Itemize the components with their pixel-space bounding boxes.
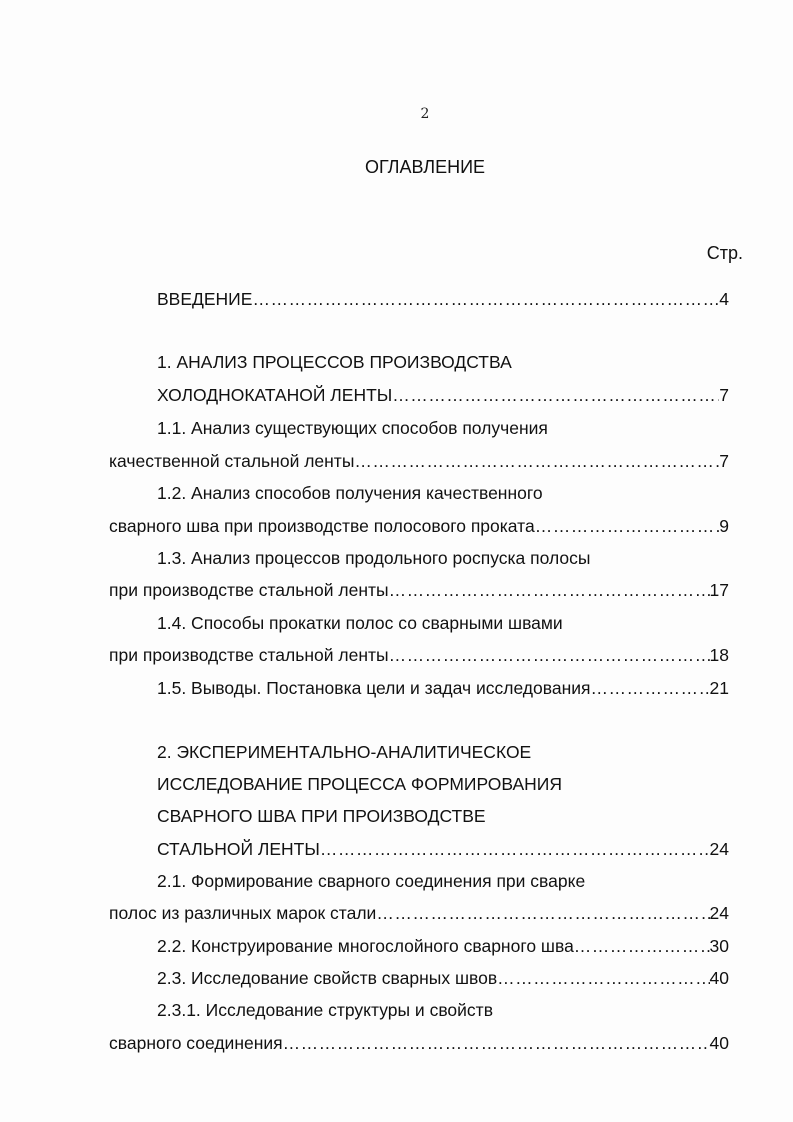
toc-leader-dots bbox=[497, 967, 709, 989]
toc-entry-s1-3[interactable] bbox=[109, 579, 729, 601]
toc-section-1-1-line1[interactable]: 1.1. Анализ существующих способов получения bbox=[157, 418, 548, 438]
toc-section-2-1-line1[interactable]: 2.1. Формирование сварного соединения при сварке bbox=[157, 871, 586, 891]
toc-page-ref: 24 bbox=[709, 903, 729, 923]
toc-entry-s2-3-1[interactable] bbox=[109, 1032, 729, 1054]
toc-page-ref: 7 bbox=[719, 451, 729, 471]
toc-section-1-2-line1[interactable]: 1.2. Анализ способов получения качественного bbox=[157, 483, 543, 503]
page-number: 2 bbox=[420, 106, 430, 122]
toc-leader-dots bbox=[574, 935, 710, 957]
toc-section-1-3-line1[interactable]: 1.3. Анализ процессов продольного роспуска полосы bbox=[157, 548, 591, 568]
toc-entry-s2-1[interactable] bbox=[109, 902, 729, 924]
toc-entry-text: 2.3. Исследование свойств сварных швов bbox=[157, 968, 498, 988]
toc-page-ref: 9 bbox=[719, 516, 729, 536]
toc-leader-dots bbox=[591, 677, 710, 699]
toc-entry-intro[interactable] bbox=[157, 288, 729, 310]
toc-entry-text: СТАЛЬНОЙ ЛЕНТЫ bbox=[157, 839, 320, 859]
toc-page-ref: 24 bbox=[709, 839, 729, 859]
toc-entry-s2[interactable] bbox=[157, 838, 729, 860]
page-title: ОГЛАВЛЕНИЕ bbox=[364, 157, 486, 177]
toc-section-2-line2[interactable]: ИССЛЕДОВАНИЕ ПРОЦЕССА ФОРМИРОВАНИЯ bbox=[157, 774, 562, 794]
toc-entry-text: ХОЛОДНОКАТАНОЙ ЛЕНТЫ bbox=[157, 385, 393, 405]
toc-page-ref: 17 bbox=[709, 580, 729, 600]
toc-leader-dots bbox=[535, 515, 720, 537]
toc-entry-s2-3[interactable] bbox=[157, 967, 729, 989]
toc-entry-text: качественной стальной ленты bbox=[109, 451, 355, 471]
toc-entry-s1-4[interactable] bbox=[109, 644, 729, 666]
toc-leader-dots bbox=[389, 579, 710, 601]
toc-entry-text: сварного шва при производстве полосового проката bbox=[109, 516, 535, 536]
toc-page-ref: 21 bbox=[709, 678, 729, 698]
toc-leader-dots bbox=[252, 288, 719, 310]
toc-entry-text: сварного соединения bbox=[109, 1033, 283, 1053]
toc-page-ref: 40 bbox=[709, 968, 729, 988]
toc-section-1-4-line1[interactable]: 1.4. Способы прокатки полос со сварными швами bbox=[157, 613, 563, 633]
toc-leader-dots bbox=[392, 384, 719, 406]
toc-section-2-line1[interactable]: 2. ЭКСПЕРИМЕНТАЛЬНО-АНАЛИТИЧЕСКОЕ bbox=[157, 742, 532, 762]
toc-entry-text: 1.5. Выводы. Постановка цели и задач исследования bbox=[157, 678, 591, 698]
toc-entry-text: при производстве стальной ленты bbox=[109, 645, 389, 665]
toc-entry-s2-2[interactable] bbox=[157, 935, 729, 957]
toc-entry-s1[interactable] bbox=[157, 384, 729, 406]
toc-section-2-line3[interactable]: СВАРНОГО ШВА ПРИ ПРОИЗВОДСТВЕ bbox=[157, 806, 486, 826]
toc-entry-s1-5[interactable] bbox=[157, 677, 729, 699]
toc-leader-dots bbox=[320, 838, 710, 860]
toc-section-2-3-1-line1[interactable]: 2.3.1. Исследование структуры и свойств bbox=[157, 1000, 493, 1020]
toc-entry-text: 2.2. Конструирование многослойного сварного шва bbox=[157, 936, 574, 956]
toc-leader-dots bbox=[283, 1032, 710, 1054]
toc-leader-dots bbox=[389, 644, 710, 666]
toc-leader-dots bbox=[376, 902, 709, 924]
toc-entry-text: ВВЕДЕНИЕ bbox=[157, 289, 253, 309]
toc-entry-text: при производстве стальной ленты bbox=[109, 580, 389, 600]
toc-entry-s1-1[interactable] bbox=[109, 450, 729, 472]
toc-page-ref: 7 bbox=[719, 385, 729, 405]
page-column-header: Стр. bbox=[706, 243, 743, 263]
toc-leader-dots bbox=[354, 450, 719, 472]
toc-section-1-line1[interactable]: 1. АНАЛИЗ ПРОЦЕССОВ ПРОИЗВОДСТВА bbox=[157, 352, 512, 372]
toc-entry-text: полос из различных марок стали bbox=[109, 903, 377, 923]
toc-page-ref: 40 bbox=[709, 1033, 729, 1053]
toc-page-ref: 4 bbox=[719, 289, 729, 309]
toc-entry-s1-2[interactable] bbox=[109, 515, 729, 537]
toc-page-ref: 30 bbox=[709, 936, 729, 956]
toc-page-ref: 18 bbox=[709, 645, 729, 665]
